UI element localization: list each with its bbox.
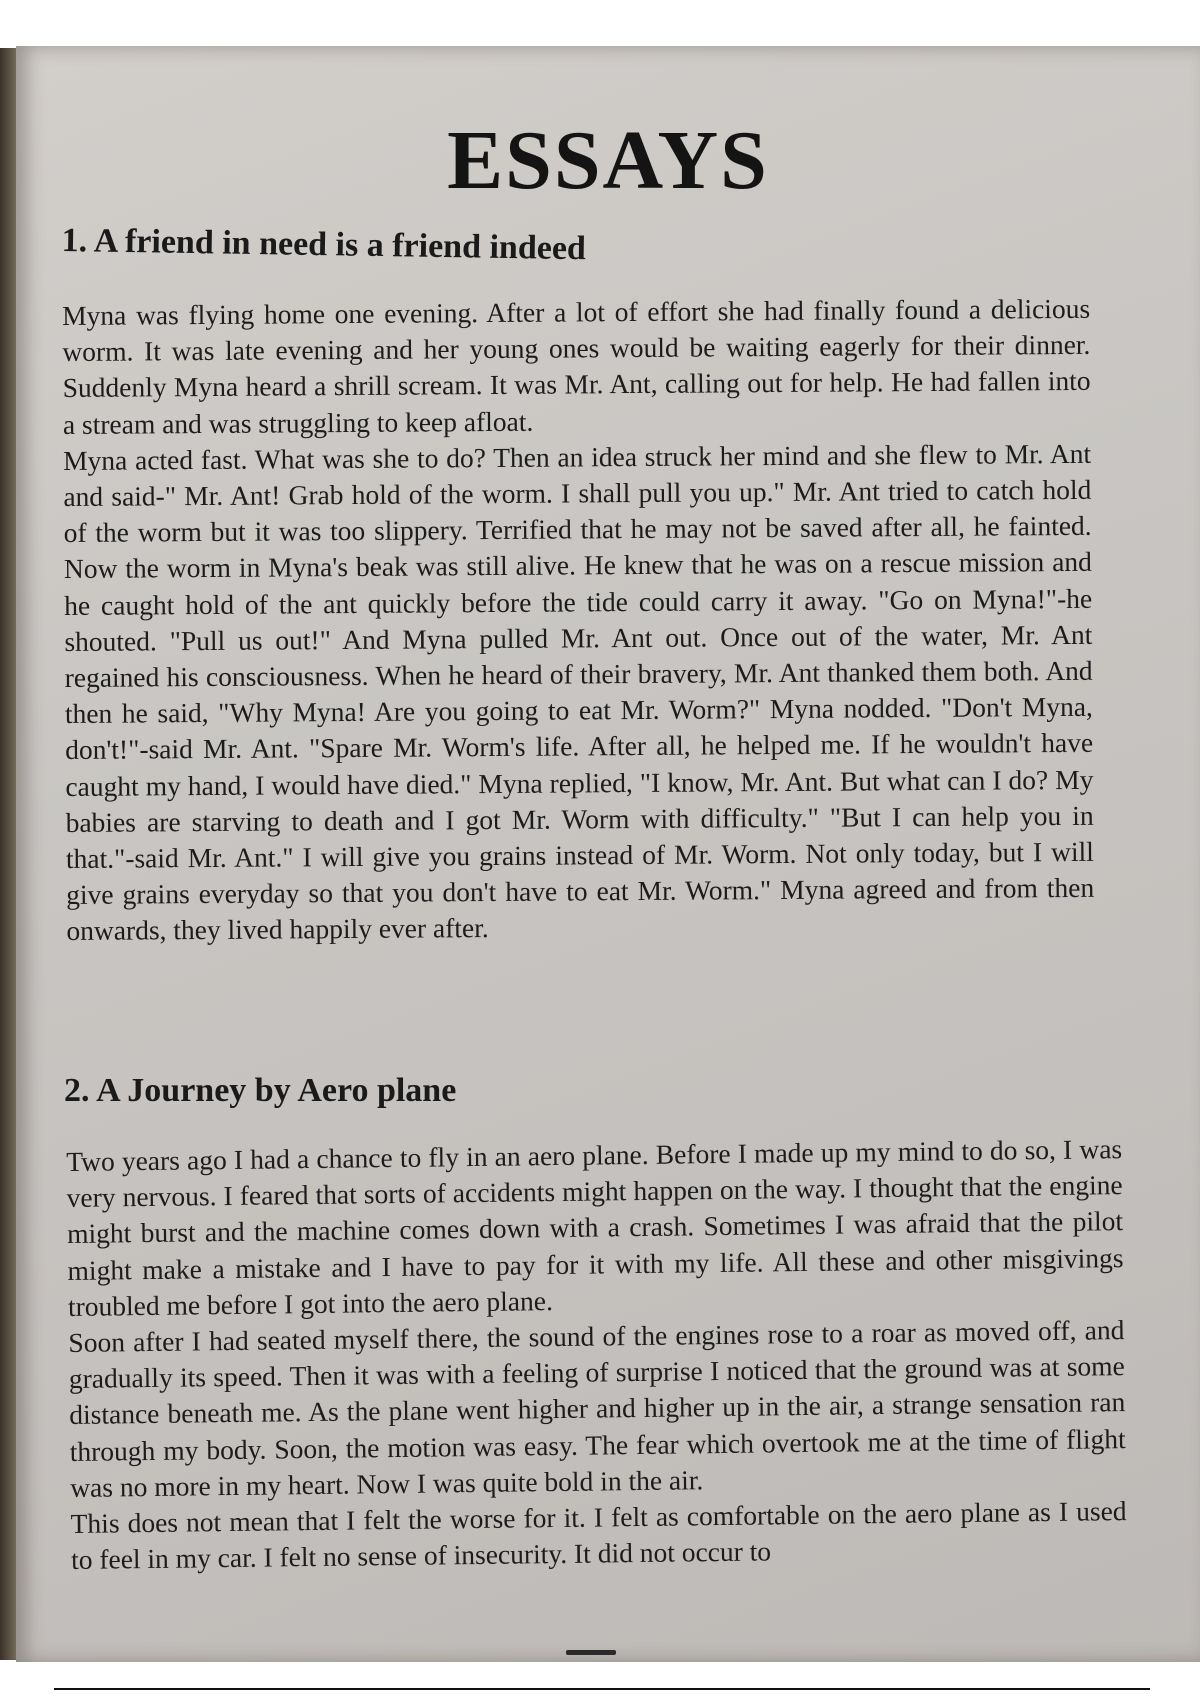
essay-1-heading: 1. A friend in need is a friend indeed bbox=[61, 222, 587, 268]
essay-1-body bbox=[62, 291, 1095, 950]
essay-1-paragraph-1: Myna was flying home one evening. After a lot of effort she had finally found a delicious worm. It was late evening and her young ones would be waiting eagerly for their dinner. Suddenly Myna heard a shrill scream. It was Mr. Ant, calling out for help. He had fallen into a stream and was struggling to keep afloat. bbox=[62, 292, 1091, 440]
essay-2-paragraph-2: Soon after I had seated myself there, the sound of the engines rose to a roar as moved off, and gradually its speed. Then it was with a feeling of surprise I noticed that the ground was at some distance beneath me. As the plane went higher and higher up in the air, a strange sensation ran through my body. Soon, the motion was easy. The fear which overtook me at the time of flight was no more in my heart. Now I was quite bold in the air. bbox=[68, 1314, 1126, 1503]
bottom-rule bbox=[54, 1688, 1150, 1690]
page-title: ESSAYS bbox=[447, 114, 769, 207]
essay-2-heading: 2. A Journey by Aero plane bbox=[64, 1072, 457, 1109]
essay-1-paragraph-2: Myna acted fast. What was she to do? Then an idea struck her mind and she flew to Mr. Ant and said-" Mr. Ant! Grab hold of the worm. I shall pull you up." Mr. Ant tried to catch hold of the worm but it was too slippery. Terrified that he may not be saved after all, he fainted. Now the worm in Myna's beak was still alive. He knew that he was on a rescue mission and he caught hold of the ant quickly before the tide could carry it away. "Go on Myna!"-he shouted. "Pull us out!" And Myna pulled Mr. Ant out. Once out of the water, Mr. Ant regained his consciousness. When he heard of their bravery, Mr. Ant thanked them both. And then he said, "Why Myna! Are you going to eat Mr. Worm?" Myna nodded. "Don't Myna, don't!"-said Mr. Ant. "Spare Mr. Worm's life. After all, he helped me. If he wouldn't have caught my hand, I would have died." Myna replied, "I know, Mr. Ant. But what can I do? My babies are starving to death and I got Mr. Worm with difficulty." "But I can help you in that."-said Mr. Ant." I will give you grains instead of Mr. Worm. Not only today, but I will give grains everyday so that you don't have to eat Mr. Worm." Myna agreed and from then onwards, they lived happily ever after. bbox=[63, 437, 1095, 947]
page-number-cutoff bbox=[566, 1650, 616, 1655]
essay-2-paragraph-3: This does not mean that I felt the worse for it. I felt as comfortable on the aero plane as I used to feel in my car. I felt no sense of insecurity. It did not occur to bbox=[70, 1495, 1127, 1576]
book-page bbox=[16, 46, 1200, 1662]
essay-2-paragraph-1: Two years ago I had a chance to fly in an aero plane. Before I made up my mind to do so, I was very nervous. I feared that sorts of accidents might happen on the way. I thought that the engine might burst and the machine comes down with a crash. Sometimes I was afraid that the pilot might make a mistake and I have to pay for it with my life. All these and other misgivings troubled me before I got into the aero plane. bbox=[66, 1133, 1124, 1322]
essay-2-body bbox=[66, 1131, 1127, 1578]
